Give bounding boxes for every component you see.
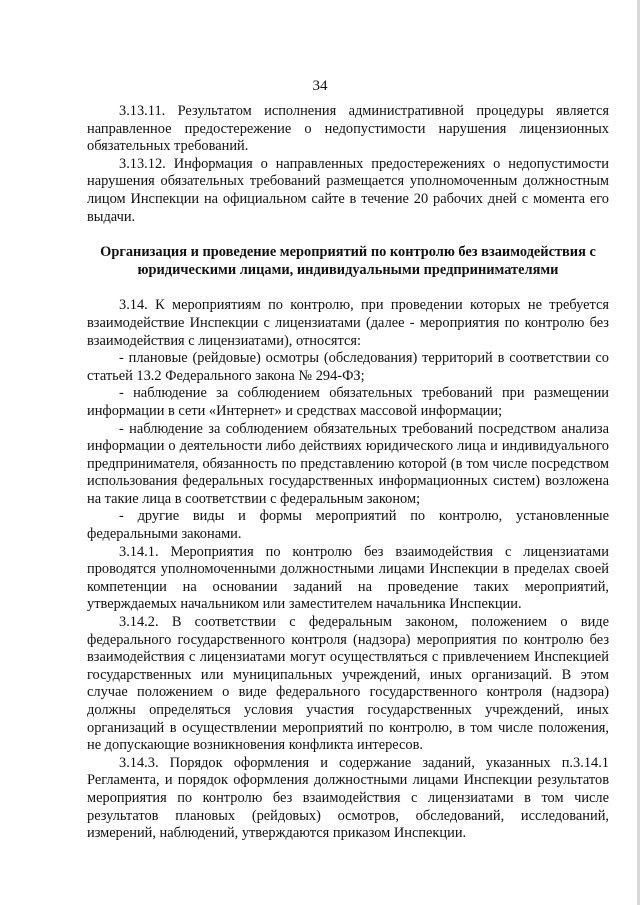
- paragraph-3-13-12: 3.13.12. Информация о направленных предостережениях о недопустимости нарушения обязательных требований размещается уполномоченным должностным лицом Инспекции на официальном сайте в течение 20 рабочих дней с момента его выдачи.: [87, 155, 609, 225]
- paragraph-3-13-11: 3.13.11. Результатом исполнения административной процедуры является направленное предостережение о недопустимости нарушения лицензионных обязательных требований.: [87, 103, 609, 155]
- paragraph-3-14-3: 3.14.3. Порядок оформления и содержание заданий, указанных п.3.14.1 Регламента, и порядок оформления должностными лицами Инспекции результатов мероприятия по контролю без взаимодействия с лицензиатами в том числе результатов плановых (рейдовых) осмотров, обследований, исследований, измерений, наблюдений, утверждаются приказом Инспекции.: [87, 754, 609, 842]
- paragraph-3-14-1: 3.14.1. Мероприятия по контролю без взаимодействия с лицензиатами проводятся уполномоченными должностными лицами Инспекции в пределах своей компетенции на основании заданий на проведение таких мероприятий, утверждаемых начальником или заместителем начальника Инспекции.: [87, 543, 609, 613]
- list-item-internet-monitoring: - наблюдение за соблюдением обязательных требований при размещении информации в сети «Интернет» и средствах массовой информации;: [87, 385, 609, 419]
- document-body: [87, 103, 609, 843]
- section-heading: Организация и проведение мероприятий по контролю без взаимодействия с юридическими лицами, индивидуальными предпринимателями: [100, 244, 596, 278]
- paragraph-3-14-2: 3.14.2. В соответствии с федеральным законом, положением о виде федерального государственного контроля (надзора) мероприятия по контролю без взаимодействия с лицензиатами могут осуществляться с привлечением Инспекцией государственных или муниципальных учреждений, иных организаций. В этом случае положением о виде федерального государственного контроля (надзора) должны определяться условия участия государственных учреждений, иных организаций в осуществлении мероприятий по контролю, в том числе положения, не допускающие возникновения конфликта интересов.: [87, 614, 609, 754]
- list-item-other-forms: - другие виды и формы мероприятий по контролю, установленные федеральными законами.: [87, 508, 609, 543]
- page-number: 34: [312, 78, 328, 94]
- list-item-planned-inspections: - плановые (рейдовые) осмотры (обследования) территорий в соответствии со статьей 13.2 Федерального закона № 294-ФЗ;: [87, 350, 609, 384]
- list-item-information-analysis: - наблюдение за соблюдением обязательных требований посредством анализа информации о деятельности либо действиях юридического лица и индивидуального предпринимателя, обязанность по представлению которой (в том числе посредством использования федеральных государственных информационных систем) возложена на такие лица в соответствии с федеральным законом;: [87, 420, 609, 507]
- paragraph-3-14: 3.14. К мероприятиям по контролю, при проведении которых не требуется взаимодействие Инспекции с лицензиатами (далее - мероприятия по контролю без взаимодействия с лицензиатами), относятся:: [87, 297, 609, 349]
